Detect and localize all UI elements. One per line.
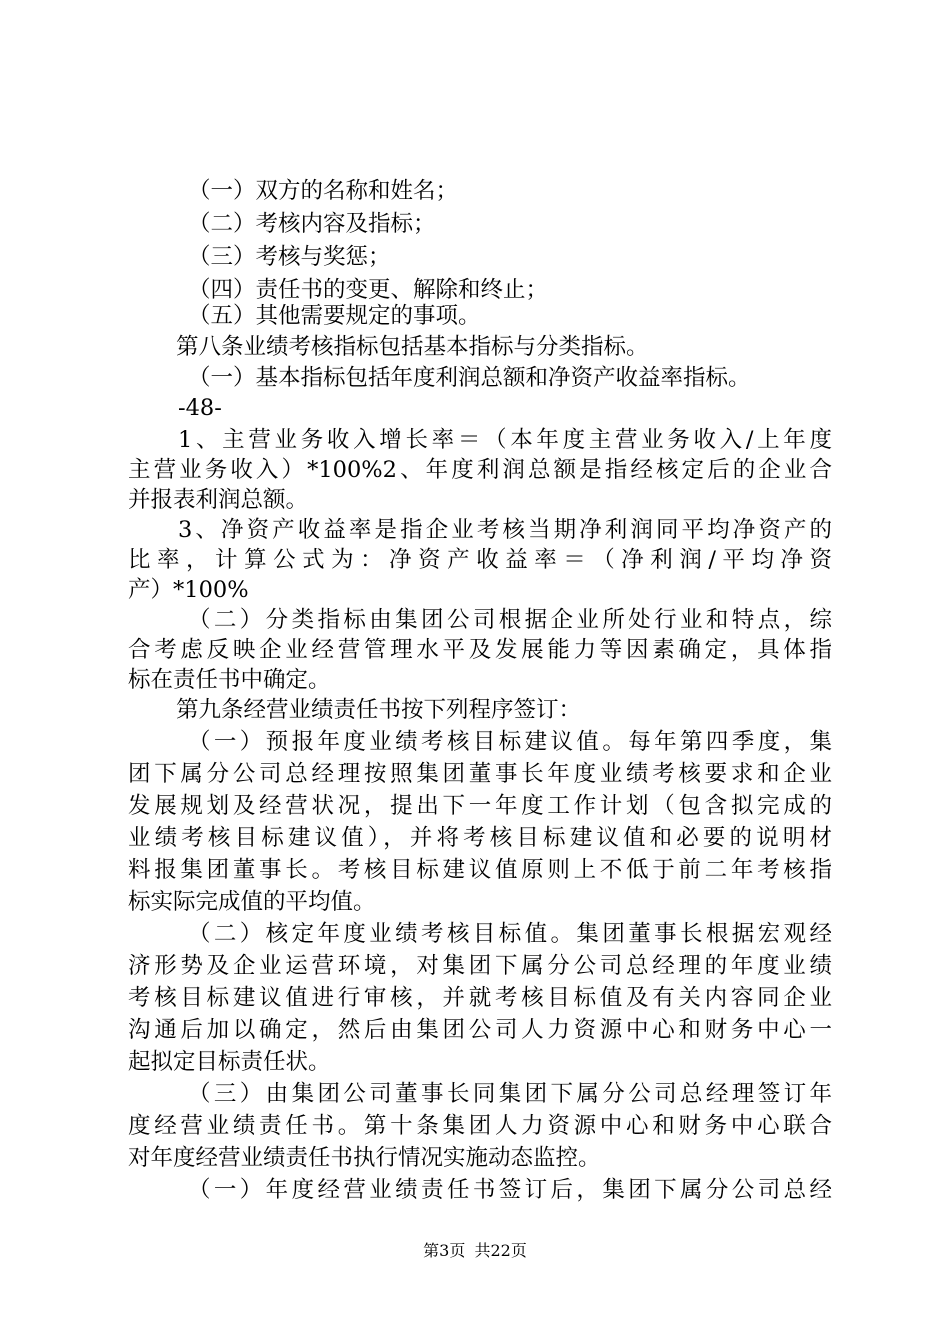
- text-line: （一）基本指标包括年度利润总额和净资产收益率指标。: [188, 365, 751, 391]
- text-line: 合考虑反映企业经营管理水平及发展能力等因素确定，具体指: [128, 637, 832, 663]
- page-marker: -48-: [178, 395, 222, 421]
- text-line: 产）*100%: [128, 577, 249, 603]
- text-line: （二）分类指标由集团公司根据企业所处行业和特点，综: [188, 607, 832, 633]
- text-line: 并报表利润总额。: [128, 487, 309, 513]
- text-line: 主营业务收入）*100%2、年度利润总额是指经核定后的企业合: [128, 457, 832, 483]
- text-line: 团下属分公司总经理按照集团董事长年度业绩考核要求和企业: [128, 761, 832, 787]
- current-page-label: 第3页: [423, 1241, 466, 1260]
- text-line: 1、主营业务收入增长率＝（本年度主营业务收入/上年度: [178, 427, 832, 453]
- total-pages-label: 共22页: [474, 1241, 527, 1260]
- text-line: 起拟定目标责任状。: [128, 1049, 331, 1075]
- text-line: 沟通后加以确定，然后由集团公司人力资源中心和财务中心一: [128, 1017, 832, 1043]
- text-line: 3、净资产收益率是指企业考核当期净利润同平均净资产的: [178, 517, 832, 543]
- text-line: 济形势及企业运营环境，对集团下属分公司总经理的年度业绩: [128, 953, 832, 979]
- text-line: 度经营业绩责任书。第十条集团人力资源中心和财务中心联合: [128, 1113, 832, 1139]
- text-line: 料报集团董事长。考核目标建议值原则上不低于前二年考核指: [128, 857, 832, 883]
- text-line: 考核目标建议值进行审核，并就考核目标值及有关内容同企业: [128, 985, 832, 1011]
- text-line: （三）考核与奖惩；: [188, 244, 391, 270]
- text-line: （二）核定年度业绩考核目标值。集团董事长根据宏观经: [188, 921, 832, 947]
- text-line: （三）由集团公司董事长同集团下属分公司总经理签订年: [188, 1081, 832, 1107]
- page-footer: [0, 1238, 950, 1261]
- text-line: 第八条业绩考核指标包括基本指标与分类指标。: [176, 334, 649, 360]
- text-line: 业绩考核目标建议值），并将考核目标建议值和必要的说明材: [128, 825, 832, 851]
- text-line: 发展规划及经营状况，提出下一年度工作计划（包含拟完成的: [128, 793, 832, 819]
- text-line: 标实际完成值的平均值。: [128, 889, 376, 915]
- text-line: （一）年度经营业绩责任书签订后，集团下属分公司总经: [188, 1177, 832, 1203]
- text-line: （一）预报年度业绩考核目标建议值。每年第四季度，集: [188, 729, 832, 755]
- text-line: （二）考核内容及指标；: [188, 211, 436, 237]
- text-line: （四）责任书的变更、解除和终止；: [188, 277, 549, 303]
- text-line: （一）双方的名称和姓名；: [188, 178, 459, 204]
- text-line: 比率，计算公式为：净资产收益率＝（净利润/平均净资: [128, 547, 832, 573]
- text-line: 标在责任书中确定。: [128, 667, 331, 693]
- text-line: （五）其他需要规定的事项。: [188, 303, 481, 329]
- text-line: 对年度经营业绩责任书执行情况实施动态监控。: [128, 1145, 601, 1171]
- text-line: 第九条经营业绩责任书按下列程序签订：: [176, 697, 582, 723]
